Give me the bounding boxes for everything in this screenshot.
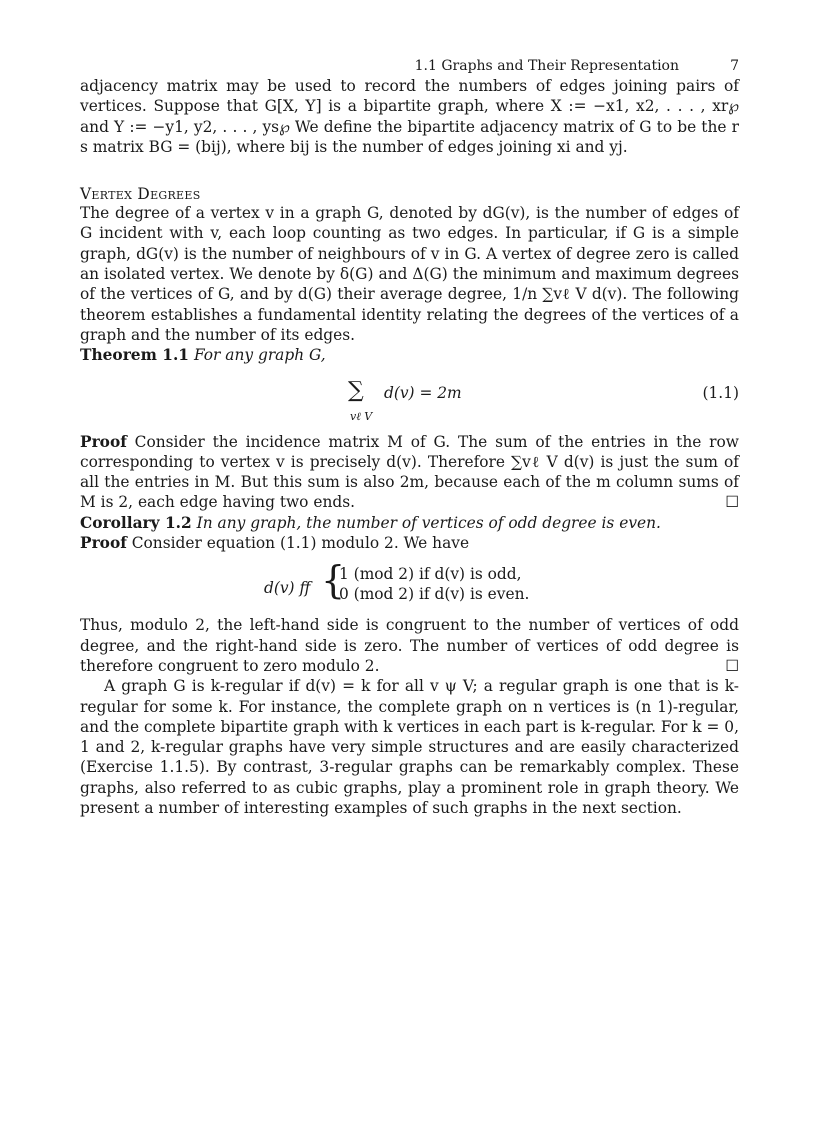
theorem-block (80, 345, 739, 365)
equation-body: d(v) = 2m (384, 383, 462, 402)
regular-paragraph: A graph G is k-regular if d(v) = k for all v ψ V; a regular graph is one that is k-regular for some k. For instance, the complete graph on n vertices is (n 1)-regular, and the complete bipartite graph with k vertices in each part is k-regular. For k = 0, 1 and 2, k-regular graphs have very simple structures and are easily characterized (Exercise 1.1.5). By contrast, 3-regular graphs can be remarkably complex. These graphs, also referred to as cubic graphs, play a prominent role in graph theory. We present a number of interesting examples of such graphs in the next section. (80, 677, 739, 818)
proof-1-label: Proof (80, 432, 127, 451)
corollary-statement: In any graph, the number of vertices of odd degree is even. (196, 513, 661, 532)
proof-2-conclusion (80, 615, 739, 676)
theorem-statement: For any graph G, (193, 346, 326, 365)
proof-1-text: Consider the incidence matrix M of G. The sum of the entries in the row corresponding to vertex v is precisely d(v). Therefore ∑vℓ V d(v) is just the sum of all the entries in M. But this sum is also 2m, because each of the m column sums of M is 2, each edge having two ends. (80, 432, 739, 512)
sum-symbol: ∑ (348, 377, 364, 403)
qed-symbol: ☐ (725, 656, 739, 675)
proof-1 (80, 432, 739, 513)
degrees-paragraph: The degree of a vertex v in a graph G, denoted by dG(v), is the number of edges of G incident with v, each loop counting as two edges. In particular, if G is a simple graph, dG(v) is the number of neighbours of v in G. A vertex of degree zero is called an isolated vertex. We denote by δ(G) and Δ(G) the minimum and maximum degrees of the vertices of G, and by d(G) their average degree, 1/n ∑vℓ V d(v). The following theorem establishes a fundamental identity relating the degrees of the vertices of a graph and the number of its edges. (80, 204, 739, 344)
proof-2-text: Consider equation (1.1) modulo 2. We have (131, 534, 470, 553)
cases-lhs: d(v) ff (264, 579, 311, 598)
running-head (80, 56, 739, 76)
equation-number: (1.1) (702, 383, 739, 402)
corollary-label: Corollary 1.2 (80, 513, 192, 532)
intro-paragraph: adjacency matrix may be used to record the numbers of edges joining pairs of vertices. Suppose that G[X, Y] is a bipartite graph, where X := −x1, x2, . . . , xr℘ and Y := −y1, y2, . . . , ys℘ We define the bipartite adjacency matrix of G to be the r s matrix BG = (bij), where bij is the number of edges joining xi and yj. (80, 77, 739, 156)
sum-index: vℓ V (350, 409, 373, 423)
qed-symbol: ☐ (725, 493, 739, 512)
running-title: 1.1 Graphs and Their Representation (414, 58, 679, 74)
theorem-label: Theorem 1.1 (80, 346, 190, 365)
proof-2-label: Proof (80, 534, 127, 553)
cases-display (80, 558, 739, 615)
page-number: 7 (730, 58, 739, 74)
left-brace: { (321, 558, 346, 603)
equation-1-1 (80, 374, 739, 432)
page (80, 56, 739, 818)
proof-2-conclusion-text: Thus, modulo 2, the left-hand side is congruent to the number of vertices of odd degree, and the right-hand side is zero. The number of vertices of odd degree is therefore congruent to zero modulo 2. (80, 616, 739, 675)
corollary-block (80, 513, 739, 533)
proof-2 (80, 533, 739, 553)
case-even: 0 (mod 2) if d(v) is even. (339, 585, 530, 604)
section-title: Vertex Degrees (80, 185, 201, 204)
case-odd: 1 (mod 2) if d(v) is odd, (339, 565, 522, 584)
